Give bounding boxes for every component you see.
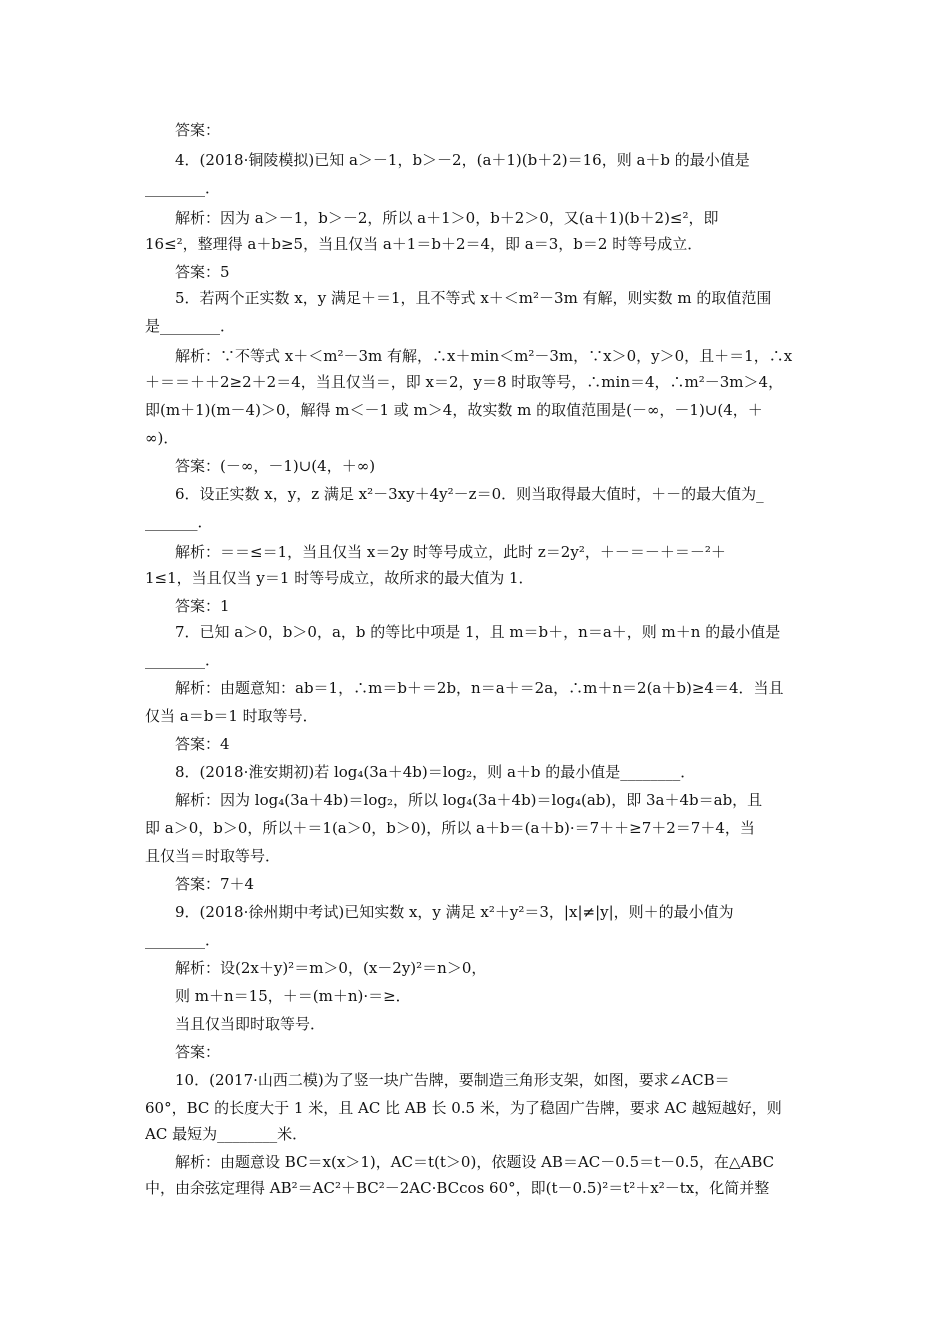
text-line: 当且仅当即时取等号． <box>175 1015 326 1033</box>
text-line: 60°，BC 的长度大于 1 米，且 AC 比 AB 长 0.5 米，为了稳固广告牌，要求 AC 越短越好，则 <box>145 1099 782 1117</box>
text-line: 解析：因为 a＞－1，b＞－2，所以 a＋1＞0，b＋2＞0，又(a＋1)(b＋2)≤²，即 <box>175 209 719 227</box>
text-line: 答案：(－∞，－1)∪(4，＋∞) <box>175 457 376 475</box>
text-line: 则 m＋n＝15，＋＝(m＋n)·＝≥． <box>175 987 411 1005</box>
text-line: 解析：由题意知：ab＝1，∴m＝b＋＝2b，n＝a＋＝2a，∴m＋n＝2(a＋b)≥4＝4．当且 <box>175 679 784 697</box>
text-line: 解析：因为 log₄(3a＋4b)＝log₂，所以 log₄(3a＋4b)＝log₄(ab)，即 3a＋4b＝ab，且 <box>175 791 763 809</box>
text-line: 仅当 a＝b＝1 时取等号． <box>145 707 318 725</box>
text-line: 5．若两个正实数 x，y 满足＋＝1，且不等式 x＋＜m²－3m 有解，则实数 m 的取值范围 <box>175 289 772 307</box>
text-line: ________． <box>145 651 221 669</box>
text-line: 答案： <box>175 1043 221 1061</box>
text-line: 4．(2018·铜陵模拟)已知 a＞－1，b＞－2，(a＋1)(b＋2)＝16，则 a＋b 的最小值是 <box>175 151 750 169</box>
text-line: 即 a＞0，b＞0，所以＋＝1(a＞0，b＞0)，所以 a＋b＝(a＋b)·＝7＋＋≥7＋2＝7＋4，当 <box>145 819 755 837</box>
text-line: 答案：4 <box>175 735 230 753</box>
text-line: 1≤1，当且仅当 y＝1 时等号成立，故所求的最大值为 1． <box>145 569 534 587</box>
text-line: ________． <box>145 179 221 197</box>
text-line: 是________． <box>145 317 236 335</box>
text-line: 即(m＋1)(m－4)＞0，解得 m＜－1 或 m＞4，故实数 m 的取值范围是(－∞，－1)∪(4，＋ <box>145 401 763 419</box>
text-line: 解析：∵不等式 x＋＜m²－3m 有解，∴x＋min＜m²－3m，∵x＞0，y＞0，且＋＝1，∴x <box>175 347 793 365</box>
text-line: 解析：由题意设 BC＝x(x＞1)，AC＝t(t＞0)，依题设 AB＝AC－0.5＝t－0.5，在△ABC <box>175 1153 775 1171</box>
text-line: 解析：设(2x＋y)²＝m＞0，(x－2y)²＝n＞0， <box>175 959 487 977</box>
text-line: 16≤²，整理得 a＋b≥5，当且仅当 a＋1＝b＋2＝4，即 a＝3，b＝2 时等号成立． <box>145 235 703 253</box>
text-line: 答案： <box>175 121 221 139</box>
text-line: 答案：7＋4 <box>175 875 255 893</box>
text-line: 解析：＝＝≤＝1，当且仅当 x＝2y 时等号成立，此时 z＝2y²，＋－＝－＋＝－²＋ <box>175 543 726 561</box>
text-line: ∞)． <box>145 429 179 447</box>
text-line: 9．(2018·徐州期中考试)已知实数 x，y 满足 x²＋y²＝3，|x|≠|y|，则＋的最小值为 <box>175 903 734 921</box>
text-line: 中，由余弦定理得 AB²＝AC²＋BC²－2AC·BCcos 60°，即(t－0.5)²＝t²＋x²－tx，化简并整 <box>145 1179 770 1197</box>
text-line: ________． <box>145 931 221 949</box>
text-line: 答案：5 <box>175 263 230 281</box>
text-line: 答案：1 <box>175 597 230 615</box>
text-line: ＋＝＝＋＋2≥2＋2＝4，当且仅当＝，即 x＝2，y＝8 时取等号，∴min＝4，∴m²－3m＞4， <box>145 373 784 391</box>
text-line: 10．(2017·山西二模)为了竖一块广告牌，要制造三角形支架，如图，要求∠ACB＝ <box>175 1071 730 1089</box>
text-line: 8．(2018·淮安期初)若 log₄(3a＋4b)＝log₂，则 a＋b 的最小值是________． <box>175 763 696 781</box>
text-line: 7．已知 a＞0，b＞0，a，b 的等比中项是 1，且 m＝b＋，n＝a＋，则 m＋n 的最小值是 <box>175 623 781 641</box>
text-line: AC 最短为________米． <box>145 1125 308 1143</box>
text-line: _______． <box>145 513 213 531</box>
text-line: 6．设正实数 x，y，z 满足 x²－3xy＋4y²－z＝0．则当取得最大值时，＋－的最大值为_ <box>175 485 764 503</box>
text-line: 且仅当＝时取等号． <box>145 847 281 865</box>
